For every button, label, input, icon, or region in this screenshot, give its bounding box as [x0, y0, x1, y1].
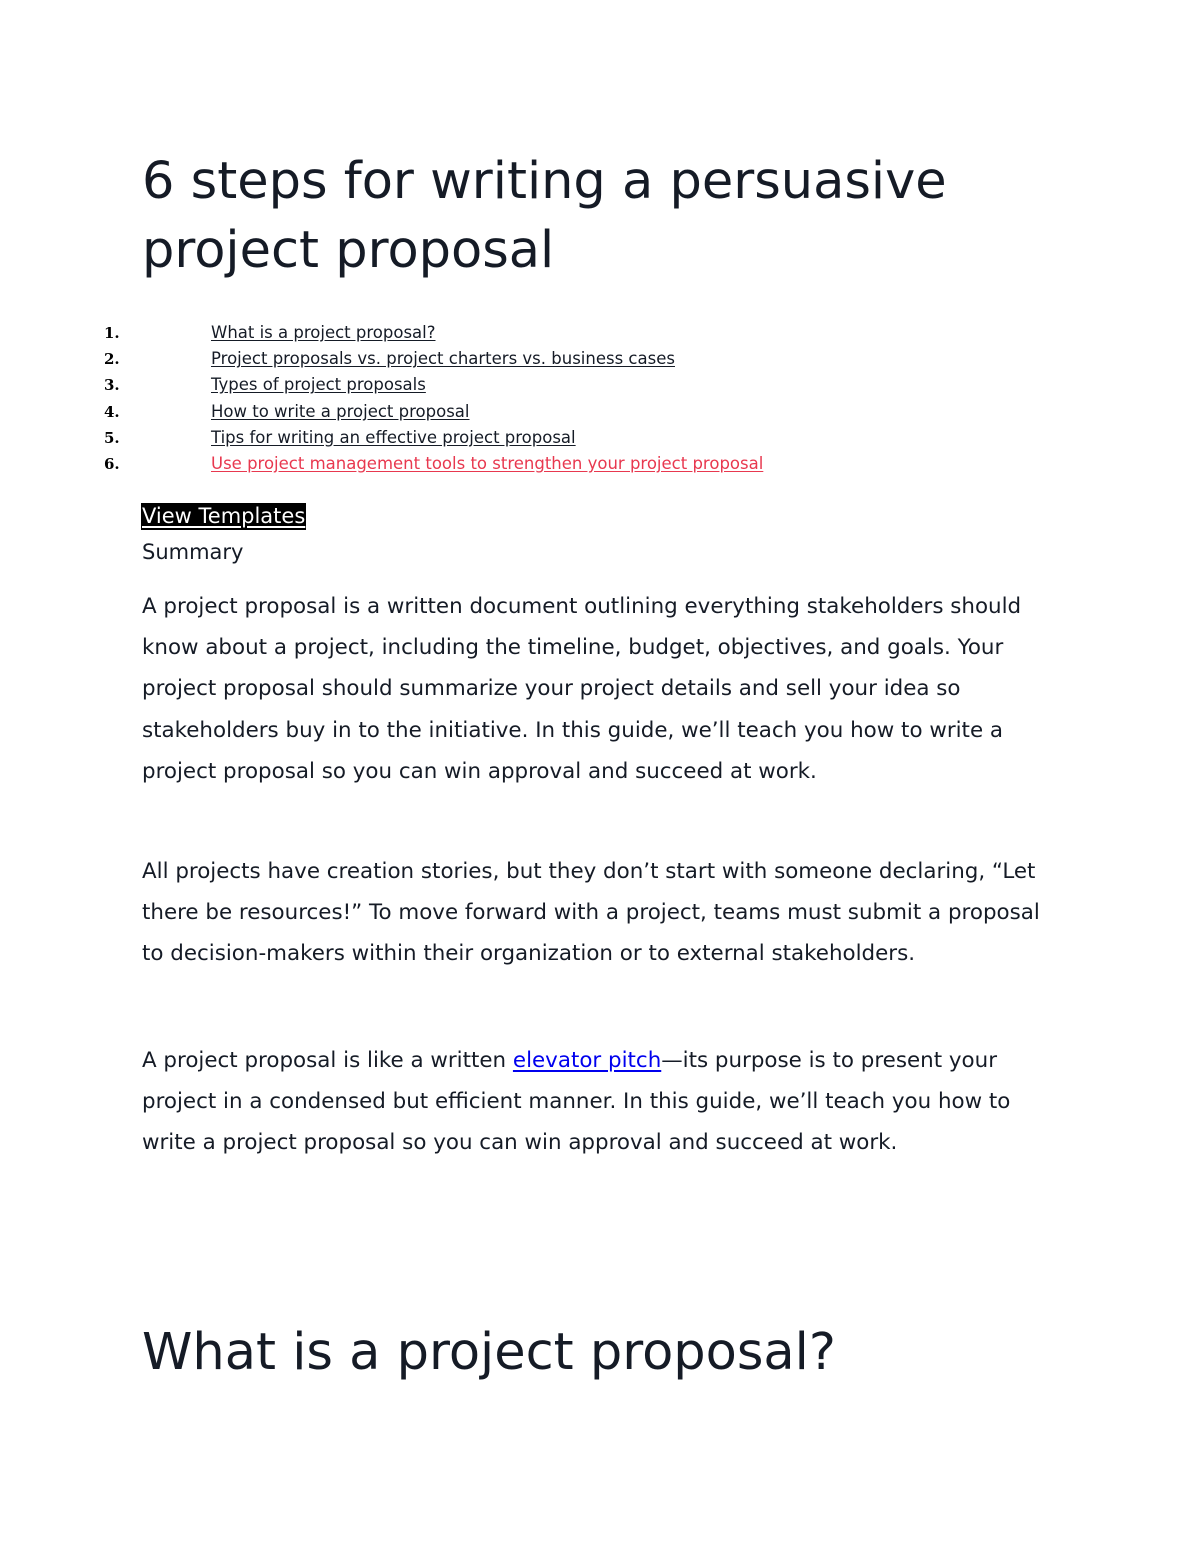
page-title: 6 steps for writing a persuasive project proposal — [142, 152, 947, 280]
toc-number: 4. — [104, 402, 120, 421]
paragraph-text: A project proposal is like a written — [142, 1048, 513, 1073]
paragraph-text: —its purpose is to present your project in a condensed but efficient manner. In this guide, we’ll teach you how to write a project proposal so you can win approval and succeed at work. — [142, 1048, 1011, 1156]
toc-link-proposals-vs-charters[interactable]: Project proposals vs. project charters vs. business cases — [211, 349, 675, 369]
view-templates-button[interactable]: View Templates — [142, 504, 306, 528]
summary-paragraph-2: All projects have creation stories, but they don’t start with someone declaring, “Let there be resources!” To move forward with a project, teams must submit a proposal to decision-makers within their organization or to external stakeholders. — [142, 859, 1040, 967]
elevator-pitch-link[interactable]: elevator pitch — [512, 1048, 662, 1073]
toc-number: 6. — [104, 454, 120, 473]
summary-paragraph-1: A project proposal is a written document outlining everything stakeholders should know about a project, including the timeline, budget, objectives, and goals. Your project proposal should summarize your project details and sell your idea so stakeholders buy in to the initiative. In this guide, we’ll teach you how to write a project proposal so you can win approval and succeed at work. — [142, 594, 1022, 784]
toc-number: 2. — [104, 350, 120, 369]
toc-number: 3. — [104, 376, 120, 395]
summary-label: Summary — [142, 540, 244, 564]
toc-link-how-to-write[interactable]: How to write a project proposal — [211, 401, 470, 421]
toc-link-pm-tools[interactable]: Use project management tools to strengthen your project proposal — [211, 453, 764, 473]
toc-number: 1. — [104, 324, 120, 342]
toc-link-types-of-proposals[interactable]: Types of project proposals — [211, 375, 426, 395]
toc-link-what-is-proposal[interactable]: What is a project proposal? — [211, 323, 436, 342]
section-heading: What is a project proposal? — [142, 1323, 836, 1382]
summary-paragraph-3 — [142, 1040, 1062, 1164]
toc-number: 5. — [104, 428, 120, 447]
toc-link-tips[interactable]: Tips for writing an effective project proposal — [211, 427, 576, 447]
